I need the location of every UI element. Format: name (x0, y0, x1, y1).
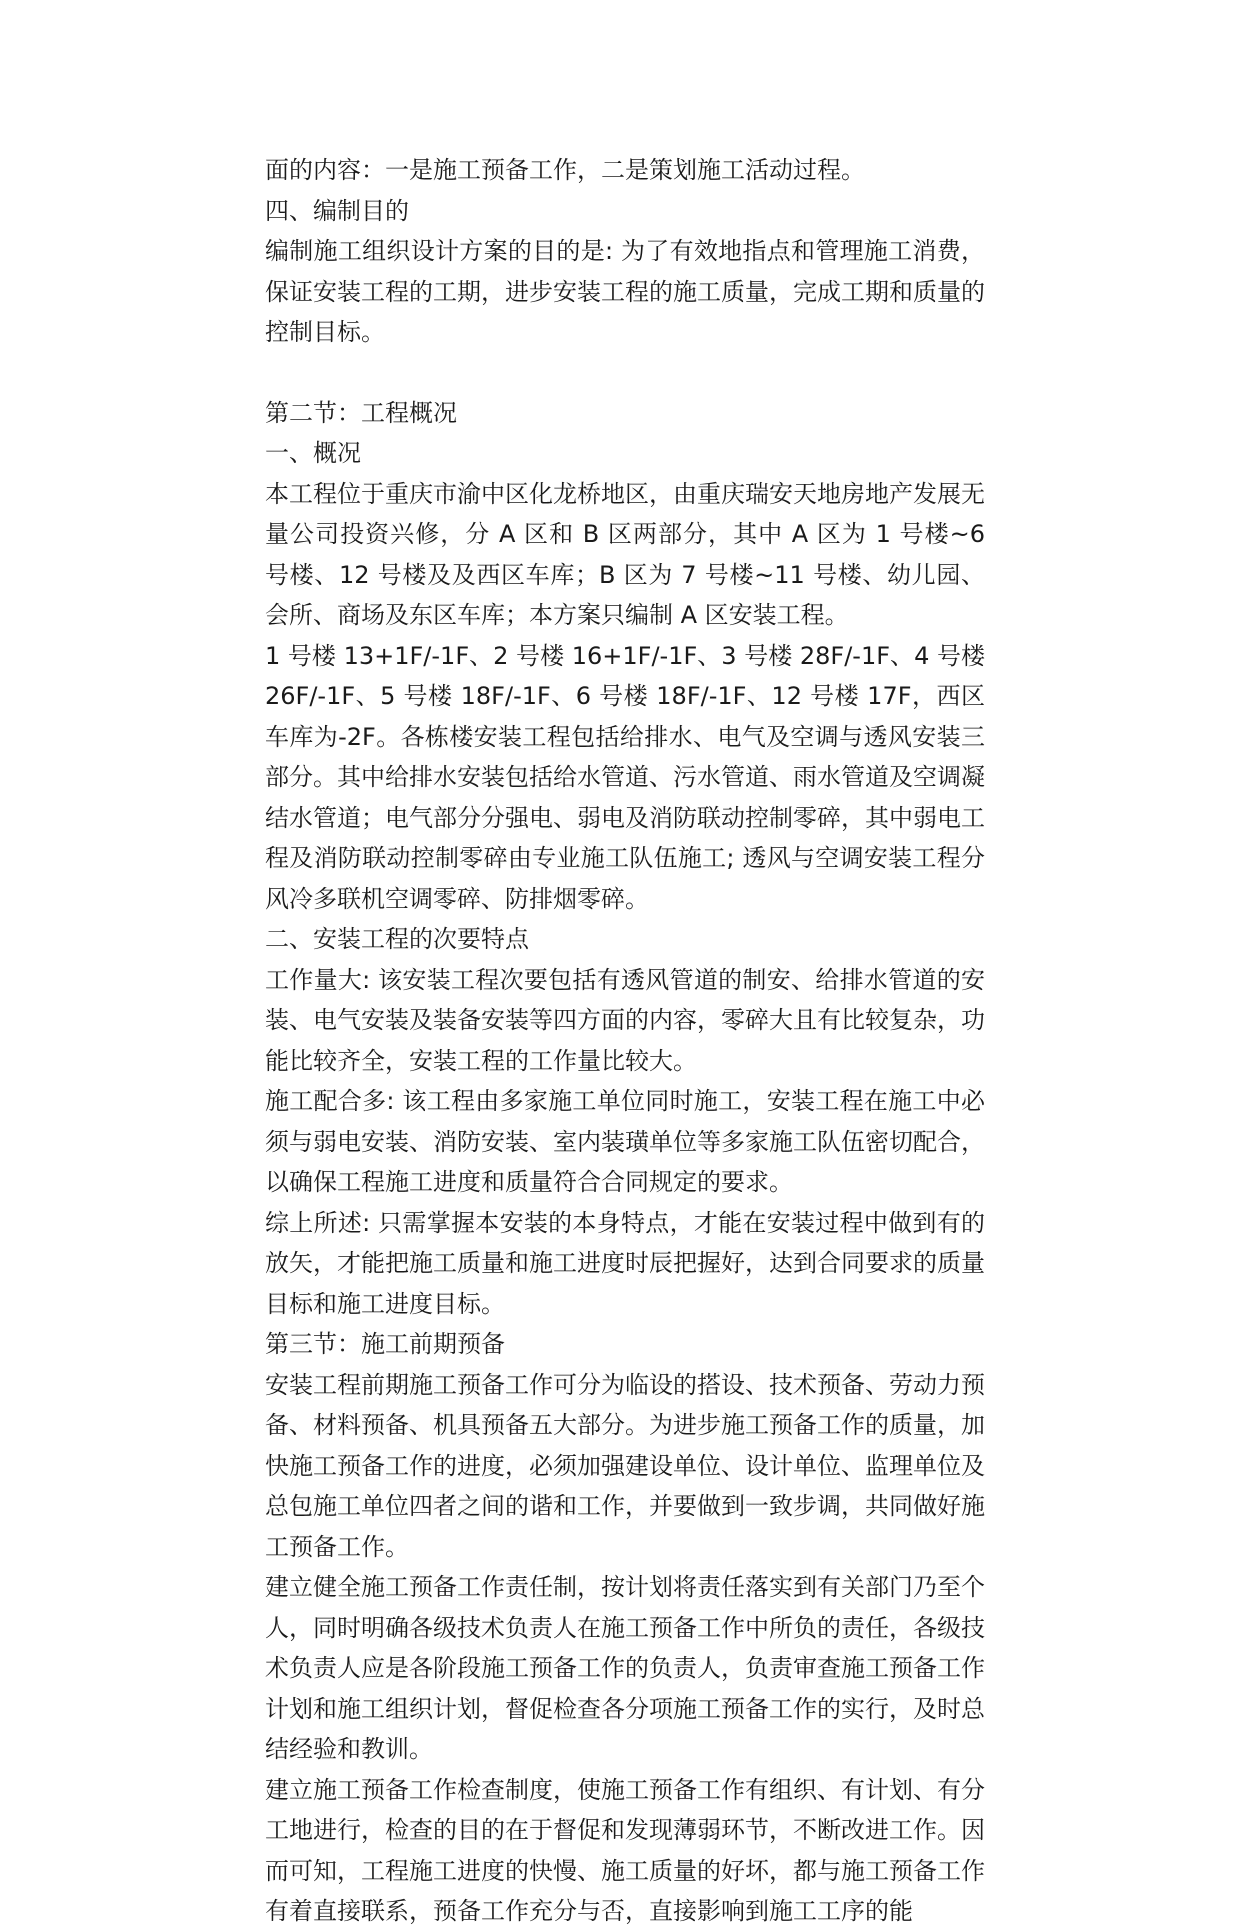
document-body (265, 150, 985, 1932)
paragraph-inspection: 建立施工预备工作检查制度，使施工预备工作有组织、有计划、有分工地进行，检查的目的在于督促和发现薄弱环节，不断改进工作。因而可知，工程施工进度的快慢、施工质量的好坏，都与施工预备工作有着直接联系，预备工作充分与否，直接影响到施工工序的能 (265, 1775, 985, 1925)
subheading-overview: 一、概况 (265, 439, 361, 467)
paragraph-location: 本工程位于重庆市渝中区化龙桥地区，由重庆瑞安天地房地产发展无量公司投资兴修，分 A 区和 B 区两部分，其中 A 区为 1 号楼~6 号楼、12 号楼及及西区车库；B 区为 7 号楼~11 号楼、幼儿园、会所、商场及东区车库；本方案只编制 A 区安装工程。 (265, 479, 985, 629)
paragraph-buildings: 1 号楼 13+1F/-1F、2 号楼 16+1F/-1F、3 号楼 28F/-1F、4 号楼 26F/-1F、5 号楼 18F/-1F、6 号楼 18F/-1F、12 号楼 17F，西区车库为-2F。各栋楼安装工程包括给排水、电气及空调与透风安装三部分。其中给排水安装包括给水管道、污水管道、雨水管道及空调凝结水管道；电气部分分强电、弱电及消防联动控制零碎，其中弱电工程及消防联动控制零碎由专业施工队伍施工; 透风与空调安装工程分风冷多联机空调零碎、防排烟零碎。 (265, 641, 985, 913)
paragraph-gap (265, 353, 985, 393)
paragraph-workload: 工作量大: 该安装工程次要包括有透风管道的制安、给排水管道的安装、电气安装及装备安装等四方面的内容，零碎大且有比较复杂，功能比较齐全，安装工程的工作量比较大。 (265, 965, 985, 1075)
paragraph-summary: 综上所述: 只需掌握本安装的本身特点，才能在安装过程中做到有的放矢，才能把施工质量和施工进度时辰把握好，达到合同要求的质量目标和施工进度目标。 (265, 1208, 985, 1318)
section-title-overview: 第二节：工程概况 (265, 398, 457, 427)
paragraph-purpose: 编制施工组织设计方案的目的是: 为了有效地指点和管理施工消费，保证安装工程的工期，进步安装工程的施工质量，完成工期和质量的控制目标。 (265, 237, 985, 346)
paragraph-preparation: 安装工程前期施工预备工作可分为临设的搭设、技术预备、劳动力预备、材料预备、机具预备五大部分。为进步施工预备工作的质量，加快施工预备工作的进度，必须加强建设单位、设计单位、监理单位及总包施工单位四者之间的谐和工作，并要做到一致步调，共同做好施工预备工作。 (265, 1370, 985, 1561)
section-heading-purpose: 四、编制目的 (265, 196, 409, 225)
paragraph-responsibility: 建立健全施工预备工作责任制，按计划将责任落实到有关部门乃至个人，同时明确各级技术负责人在施工预备工作中所负的责任，各级技术负责人应是各阶段施工预备工作的负责人，负责审查施工预备工作计划和施工组织计划，督促检查各分项施工预备工作的实行，及时总结经验和教训。 (265, 1573, 985, 1763)
section-title-preparation: 第三节：施工前期预备 (265, 1330, 505, 1358)
paragraph-coordination: 施工配合多: 该工程由多家施工单位同时施工，安装工程在施工中必须与弱电安装、消防安装、室内装璜单位等多家施工队伍密切配合，以确保工程施工进度和质量符合合同规定的要求。 (265, 1087, 985, 1196)
paragraph-1: 面的内容：一是施工预备工作，二是策划施工活动过程。 (265, 156, 865, 184)
subheading-features: 二、安装工程的次要特点 (265, 925, 529, 953)
